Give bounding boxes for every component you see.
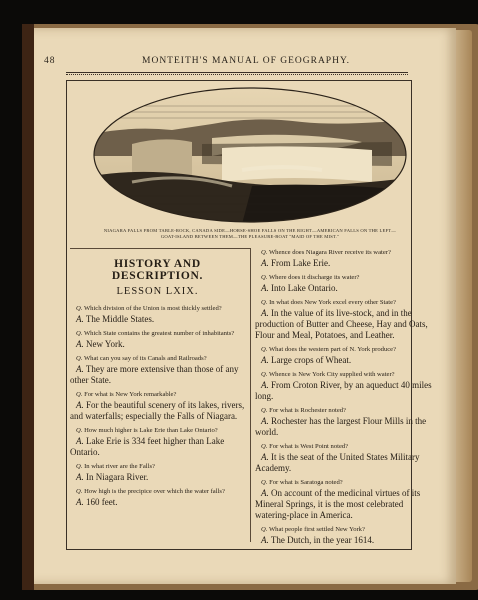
illustration-caption (90, 228, 410, 240)
question-text: In what river are the Falls? (84, 463, 155, 470)
answer (255, 380, 437, 402)
question-text: How much higher is Lake Erie than Lake Ontario? (84, 427, 218, 434)
answer (70, 436, 245, 458)
question-label: Q. (76, 330, 83, 337)
right-column (255, 248, 437, 550)
answer (255, 416, 437, 438)
question-label: Q. (76, 355, 83, 362)
answer-text: On account of the medicinal virtues of its Mineral Springs, it is the most celebrated watering-place in America. (255, 488, 421, 520)
column-divider (250, 248, 251, 542)
caption-line-2: GOAT-ISLAND BETWEEN THEM—THE PLEASURE-BOAT "MAID OF THE MIST." (160, 234, 340, 239)
answer-text: Lake Erie is 334 feet higher than Lake Ontario. (70, 436, 225, 457)
answer (70, 339, 245, 350)
question (70, 304, 245, 313)
question (70, 354, 245, 363)
question (70, 487, 245, 496)
answer (70, 314, 245, 325)
answer (255, 452, 437, 474)
question-label: Q. (76, 305, 83, 312)
answer (255, 355, 437, 366)
question-label: Q. (261, 479, 268, 486)
answer-label: A. (76, 339, 84, 349)
answer-label: A. (261, 308, 269, 318)
question-text: Where does it discharge its water? (268, 274, 360, 281)
question (255, 273, 437, 282)
answer-text: In the value of its live-stock, and in the production of Butter and Cheese, Hay and Oats, Flour and Meal, Potatoes, and Leather. (255, 308, 428, 340)
section-rule (70, 248, 250, 249)
question-label: Q. (76, 488, 83, 495)
lesson-heading: LESSON LXIX. (116, 286, 199, 297)
answer (255, 535, 437, 546)
answer-text: From Croton River, by an aqueduct 40 miles long. (255, 380, 432, 401)
answer-label: A. (261, 258, 269, 268)
right-qa-list (255, 248, 437, 546)
question (70, 329, 245, 338)
answer-label: A. (76, 472, 84, 482)
answer-text: 160 feet. (86, 497, 118, 507)
answer (255, 488, 437, 521)
answer-label: A. (261, 452, 269, 462)
question-text: Which State contains the greatest number of inhabitants? (83, 330, 235, 337)
answer (255, 258, 437, 269)
answer-text: Into Lake Ontario. (271, 283, 338, 293)
question-text: In what does New York excel every other State? (269, 299, 396, 306)
question (70, 390, 245, 399)
answer-label: A. (76, 400, 84, 410)
question-text: What can you say of its Canals and Railroads? (83, 355, 207, 362)
answer-text: Rochester has the largest Flour Mills in the world. (255, 416, 427, 437)
question (255, 406, 437, 415)
question (255, 442, 437, 451)
answer-text: From Lake Erie. (271, 258, 331, 268)
question-label: Q. (261, 346, 268, 353)
question-label: Q. (261, 299, 268, 306)
answer-label: A. (76, 364, 84, 374)
answer (70, 472, 245, 483)
question-label: Q. (261, 407, 268, 414)
question-text: What people first settled New York? (268, 526, 365, 533)
question-text: How high is the precipice over which the water falls? (84, 488, 225, 495)
answer (70, 497, 245, 508)
question (70, 426, 245, 435)
question-text: For what is Rochester noted? (269, 407, 346, 414)
answer-text: For the beautiful scenery of its lakes, rivers, and waterfalls; especially the Falls of Niagara. (70, 400, 245, 421)
answer-label: A. (76, 497, 84, 507)
answer (255, 308, 437, 341)
question-text: For what is West Point noted? (269, 443, 349, 450)
question-text: Which division of the Union is most thickly settled? (83, 305, 222, 312)
header-rule (66, 72, 408, 73)
question-text: Whence does Niagara River receive its water? (268, 249, 391, 256)
answer-label: A. (261, 488, 269, 498)
answer-label: A. (261, 355, 269, 365)
question (255, 478, 437, 487)
question (70, 462, 245, 471)
answer-label: A. (261, 535, 269, 545)
answer-text: They are more extensive than those of any other State. (70, 364, 239, 385)
answer (70, 400, 245, 422)
question-label: Q. (261, 526, 268, 533)
question-text: What does the western part of N. York produce? (268, 346, 397, 353)
answer (255, 283, 437, 294)
question-label: Q. (76, 391, 83, 398)
question-label: Q. (76, 463, 83, 470)
answer-text: The Dutch, in the year 1614. (270, 535, 375, 545)
question (255, 525, 437, 534)
question-text: Whence is New York City supplied with water? (268, 371, 395, 378)
book-spine (22, 24, 34, 590)
question-label: Q. (261, 443, 268, 450)
left-column (70, 252, 245, 512)
answer-label: A. (261, 283, 269, 293)
answer-label: A. (76, 314, 84, 324)
question-label: Q. (76, 427, 83, 434)
answer-text: It is the seat of the United States Military Academy. (255, 452, 420, 473)
question-label: Q. (261, 371, 268, 378)
question-text: For what is New York remarkable? (84, 391, 177, 398)
running-title: MONTEITH'S MANUAL OF GEOGRAPHY. (142, 56, 350, 66)
answer-text: In Niagara River. (86, 472, 149, 482)
header-rule-dotted (66, 74, 408, 75)
answer-text: New York. (86, 339, 125, 349)
question-text: For what is Saratoga noted? (269, 479, 343, 486)
question (255, 345, 437, 354)
question-label: Q. (261, 274, 268, 281)
answer-text: Large crops of Wheat. (271, 355, 352, 365)
left-qa-list (70, 304, 245, 508)
page-number: 48 (44, 56, 56, 66)
niagara-falls-engraving-icon (92, 86, 408, 224)
caption-line-1: NIAGARA FALLS FROM TABLE-ROCK, CANADA SIDE—HORSE-SHOE FALLS ON THE RIGHT—AMERICAN FALLS ON THE LEFT— (103, 228, 397, 233)
answer-label: A. (76, 436, 84, 446)
answer-label: A. (261, 416, 269, 426)
answer (70, 364, 245, 386)
section-heading: HISTORY AND DESCRIPTION. (111, 258, 204, 282)
question-label: Q. (261, 249, 268, 256)
question (255, 370, 437, 379)
question (255, 298, 437, 307)
answer-text: The Middle States. (85, 314, 155, 324)
answer-label: A. (261, 380, 269, 390)
question (255, 248, 437, 257)
